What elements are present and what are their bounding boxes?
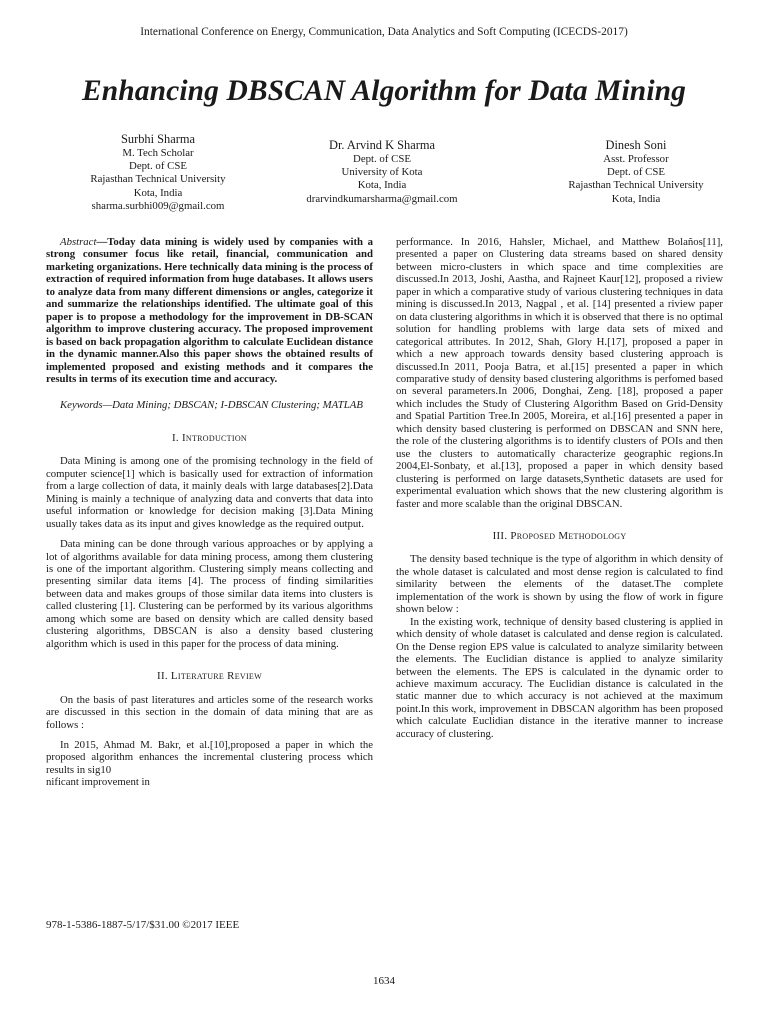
author-affiliation: Rajasthan Technical University [90, 173, 226, 186]
author-block-1 [38, 132, 278, 213]
abstract [46, 236, 373, 385]
paragraph: performance. In 2016, Hahsler, Michael, and Matthew Bolaños[11], presented a paper on Clustering data streams based on shared density between micro-clusters in which space and time complexities are discussed.In 2013, Joshi, Aastha, and Rajneet Kaur[12], proposed a riview paper in which a comparative study of various clustering techniques in data mining is discussed.In 2013, Nagpal , et al. [14] presented a riview paper on data clustering algorithms in which it is observed that there is no optimal solution for handling problems with large data sets of mixed and categorical attributes. In 2012, Shah, Glory H.[17], proposed a paper in which a new approach towards density based clustering approach is discussed.In 2011, Pooja Batra, et al.[15] presented a paper in which comparative study of density based clustering algorithms is perfomed based on several parameters.In 2006, Donghai, Zeng. [18], proposed a paper which includes the Study of Clustering Algorithm Based on Grid-Density and Spatial Partition Tree.In 2005, Moreira, et al.[16] presented a paper in which density based clustering is performed on DBSCAN and SNN here, the role of the clustering algorithms is to identify clusters of POIs and then use the clusters to automatically characterize geographic regions.In 2004,El-Sonbaty, et al.[13], proposed a paper in which density based clustering is performed on large datasets,Synthetic datasets are used for experimental evaluation which shows that the new clustering algorithm is faster and more scalable than the original DBSCAN. [396, 236, 723, 510]
page-number: 1634 [373, 975, 395, 987]
paragraph: In the existing work, technique of density based clustering is applied in which density of whole dataset is calculated and dense region is calculated. On the Dense region EPS value is calculated to analyze similarity between the elements. The Euclidian distance is applied to analyze similarity between the elements. The EPS is calculated in the dynamic order to achieve maximum accuracy. The Euclidian distance is calculated in the static manner due to which accuracy is not achieved at the maximum point.In this work, improvement in DBSCAN algorithm has been proposed which calculate Euclidian distance in the iterative manner to increase accuracy of clustering. [396, 615, 723, 740]
section-heading-proposed-methodology: III. Proposed Methodology [492, 529, 627, 542]
section-heading-introduction: I. Introduction [172, 431, 247, 444]
author-affiliation: Kota, India [357, 179, 407, 192]
author-affiliation: M. Tech Scholar [122, 147, 194, 159]
author-email: sharma.surbhi009@gmail.com [91, 199, 225, 212]
copyright-footer: 978-1-5386-1887-5/17/$31.00 ©2017 IEEE [46, 919, 240, 931]
paragraph: Data mining can be done through various approaches or by applying a lot of algorithms available for data mining process, among them clustering is one of the important algorithm. Clustering simply means collecting and presenting similar data items [4]. The process of finding similarities between data and makes groups of those similar data items into clusters is called clustering [1]. Clustering can be performed by its various algorithms among which some are based on density which are called density based clustering algorithms, DBSCAN is also a density based clustering algorithm which is used in this paper for the process of data mining. [46, 538, 373, 650]
conference-header: International Conference on Energy, Communication, Data Analytics and Soft Computing (ICECDS-2017) [140, 26, 628, 38]
author-affiliation: Dept. of CSE [129, 160, 187, 173]
paragraph: On the basis of past literatures and articles some of the research works are discussed in this section in the domain of data mining that are as follows : [46, 693, 373, 731]
author-name: Dinesh Soni [605, 138, 667, 152]
right-column [396, 236, 723, 740]
author-affiliation: University of Kota [341, 166, 423, 179]
abstract-text: —Today data mining is widely used by companies with a strong consumer focus like retail, financial, communication and marketing organizations. Here technically data mining is the process of extraction of required information from huge databases. It allows users to analyze data from many different dimensions or angles, categorize it and summarize the relationships identified. The ultimate goal of this paper is to propose a methodology for the improvement in DB-SCAN algorithm to improve clustering accuracy. The proposed improvement is based on back propagation algorithm to calculate Euclidean distance in the dynamic manner.Also this paper shows the obtained results of implemented proposed and existing methods and it compares the results in terms of its execution time and accuracy. [46, 236, 373, 385]
left-column [46, 236, 373, 789]
paragraph: In 2015, Ahmad M. Bakr, et al.[10],proposed a paper in which the proposed algorithm enhances the incremental clustering process which results in sig10 [46, 738, 373, 776]
paragraph: Data Mining is among one of the promising technology in the field of computer science[1] which is basically used for extraction of information from a large collection of data, it mainly deals with large databases[2].Data Mining is mainly a technique of analyzing data and converts that data into useful information or knowledge for decision making [3].Data Mining usually takes data as its input and gives knowledge as the required output. [46, 455, 373, 530]
paper-title: Enhancing DBSCAN Algorithm for Data Mining [82, 75, 686, 107]
author-block-2 [262, 138, 502, 206]
section-heading-literature-review: II. Literature Review [157, 670, 262, 683]
paragraph-fragment: nificant improvement in [46, 776, 150, 789]
author-name: Dr. Arvind K Sharma [329, 138, 435, 152]
author-affiliation: Dept. of CSE [353, 153, 411, 165]
author-block-3 [516, 138, 756, 206]
paragraph: The density based technique is the type of algorithm in which density of the whole dataset is calculated and most dense region is calculated to find similarity between the elements of the dataset.The complete implementation of the work is shown by using the flow of work in figure shown below : [396, 553, 723, 616]
author-name: Surbhi Sharma [121, 132, 195, 146]
author-email: drarvindkumarsharma@gmail.com [306, 192, 458, 205]
author-affiliation: Kota, India [133, 186, 183, 199]
author-affiliation: Dept. of CSE [607, 166, 665, 179]
author-affiliation: Asst. Professor [603, 153, 669, 165]
author-affiliation: Kota, India [611, 192, 661, 205]
author-affiliation: Rajasthan Technical University [568, 179, 704, 192]
abstract-label: Abstract [60, 236, 97, 248]
keywords: Keywords—Data Mining; DBSCAN; I-DBSCAN Clustering; MATLAB [60, 399, 363, 412]
